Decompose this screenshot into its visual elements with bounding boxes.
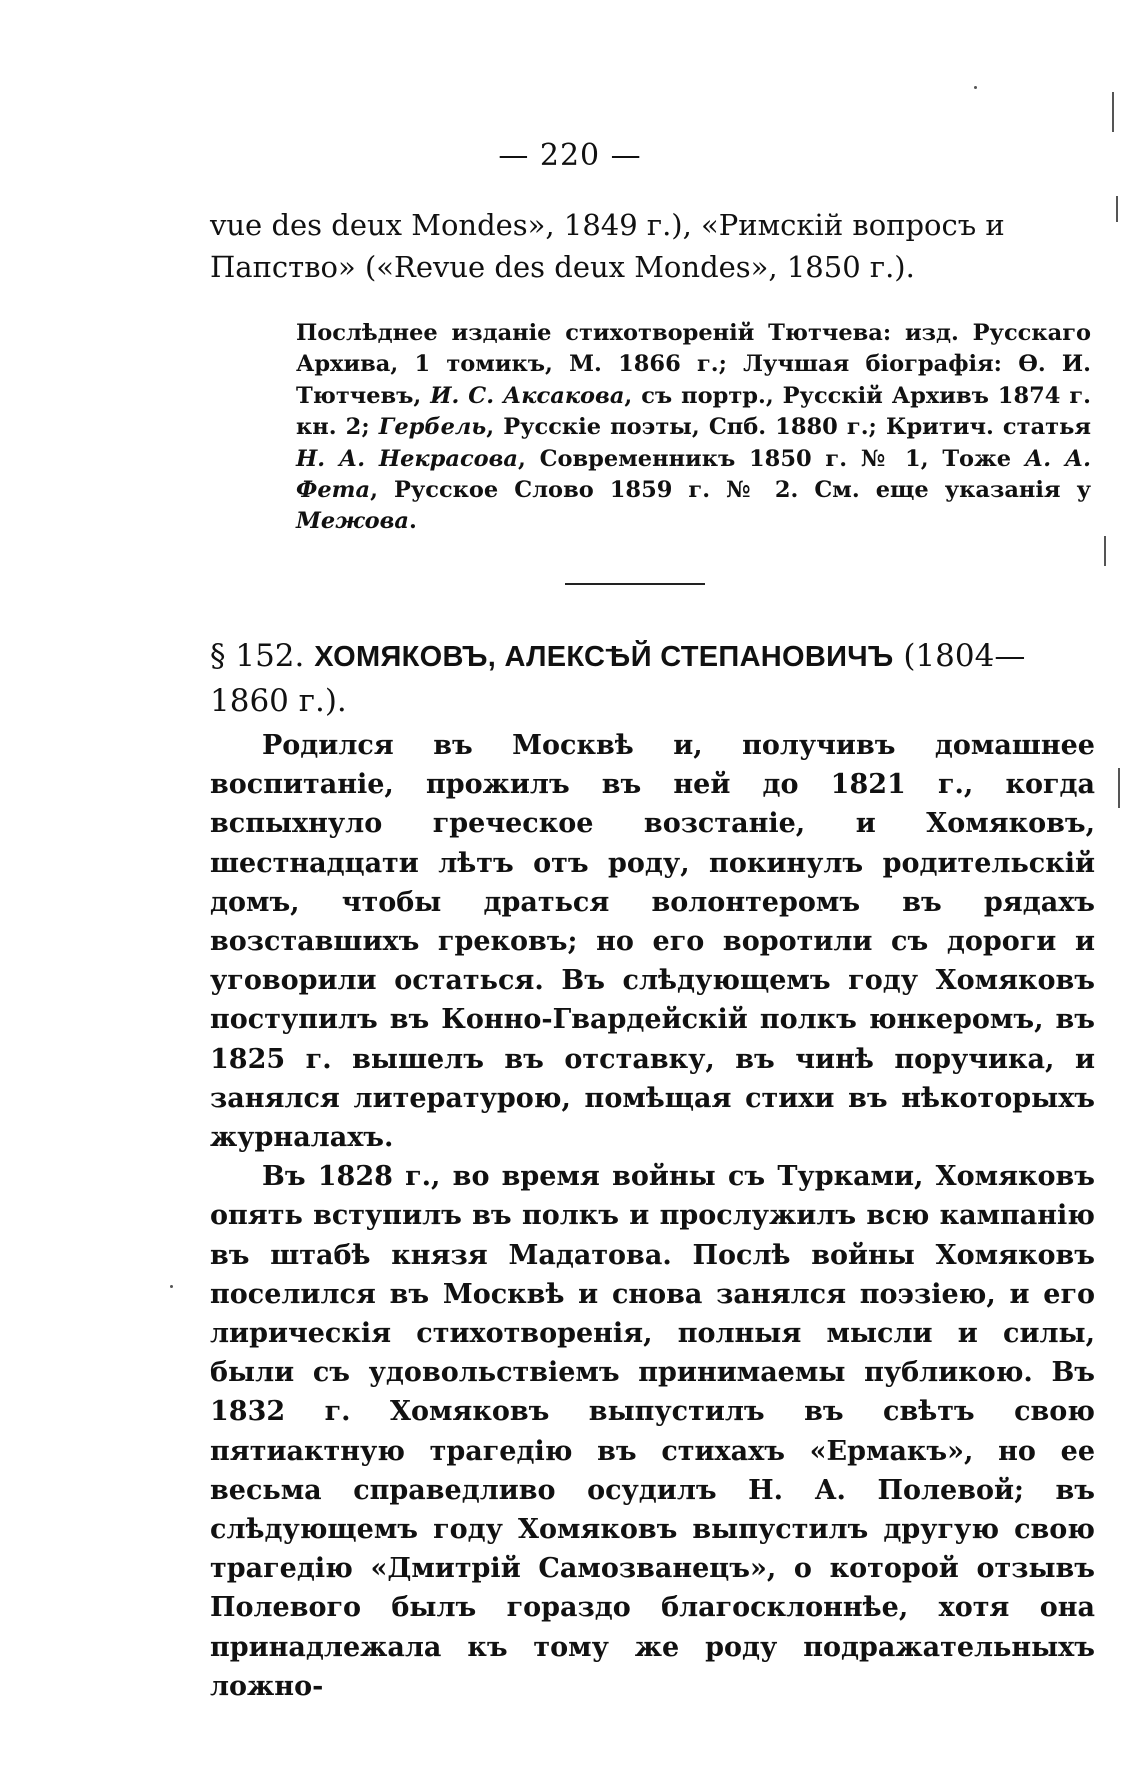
bibliography-note <box>296 318 1091 538</box>
paragraph: Въ 1828 г., во время войны съ Турками, Хомяковъ опять вступилъ въ полкъ и прослужилъ всю кампанію въ штабѣ князя Мадатова. Послѣ войны Хомяковъ поселился въ Москвѣ и снова занялся поэзіею, и его лирическія стихотворенія, полныя мысли и силы, были съ удовольствіемъ принимаемы публикою. Въ 1832 г. Хомяковъ выпустилъ въ свѣтъ свою пятиактную трагедію въ стихахъ «Ермакъ», но ее весьма справедливо осудилъ Н. А. Полевой; въ слѣдующемъ году Хомяковъ выпустилъ другую свою трагедію «Дмитрій Самозванецъ», о которой отзывъ Полевого былъ гораздо благосклоннѣе, хотя она принадлежала къ тому же роду подражательныхъ ложно- <box>210 1161 1095 1702</box>
section-body <box>210 726 1095 1706</box>
section-heading <box>210 634 1095 723</box>
note-author: Межова <box>296 508 409 535</box>
note-text: , съ портр., Русскій Архивъ 1874 г. кн. 2; <box>296 382 1091 441</box>
note-text: Послѣднее изданіе стихотвореній Тютчева: изд. Русскаго Архива, 1 томикъ, М. 1866 г.; Лучшая біографія: Ѳ. И. Тютчевъ, <box>296 320 1091 409</box>
note-text: . <box>408 508 417 535</box>
note-text: , Русское Слово 1859 г. № 2. См. еще указанія у <box>370 477 1091 504</box>
paragraph: Родился въ Москвѣ и, получивъ домашнее воспитаніе, прожилъ въ ней до 1821 г., когда вспыхнуло греческое возстаніе, и Хомяковъ, шестнадцати лѣтъ отъ роду, покинулъ родительскій домъ, чтобы драться волонтеромъ въ рядахъ возставшихъ грековъ; но его воротили съ дороги и уговорили остаться. Въ слѣдующемъ году Хомяковъ поступилъ въ Конно-Гвардейскій полкъ юнкеромъ, въ 1825 г. вышелъ въ отставку, въ чинѣ поручика, и занялся литературою, помѣщая стихи въ нѣкоторыхъ журналахъ. <box>210 730 1095 1154</box>
scan-edge-mark <box>1116 196 1118 222</box>
continuation-line-2: Папство» («Revue des deux Mondes», 1850 г.). <box>210 250 915 284</box>
scan-speck <box>170 1285 173 1288</box>
continuation-line-1: vue des deux Mondes», 1849 г.), «Римскій вопросъ и <box>210 208 1005 242</box>
note-author: И. С. Аксакова <box>430 382 625 409</box>
page-number: — 220 — <box>498 138 642 173</box>
section-divider <box>565 583 705 585</box>
section-years: (1804—1860 г.). <box>210 638 1026 719</box>
scan-speck <box>974 86 977 89</box>
note-author: А. А. Фета <box>296 445 1092 504</box>
note-text: , Русскіе поэты, Спб. 1880 г.; Критич. статья <box>486 414 1091 441</box>
note-text: , Современникъ 1850 г. № 1, Тоже <box>518 445 1025 472</box>
note-author: Н. А. Некрасова <box>296 445 519 472</box>
scan-edge-mark <box>1112 92 1114 132</box>
scan-edge-mark <box>1104 536 1106 566</box>
section-title: ХОМЯКОВЪ, АЛЕКСѢЙ СТЕПАНОВИЧЪ <box>314 641 894 673</box>
note-author: Гербель <box>378 414 487 441</box>
scan-edge-mark <box>1118 768 1120 808</box>
section-number: § 152. <box>210 638 305 674</box>
